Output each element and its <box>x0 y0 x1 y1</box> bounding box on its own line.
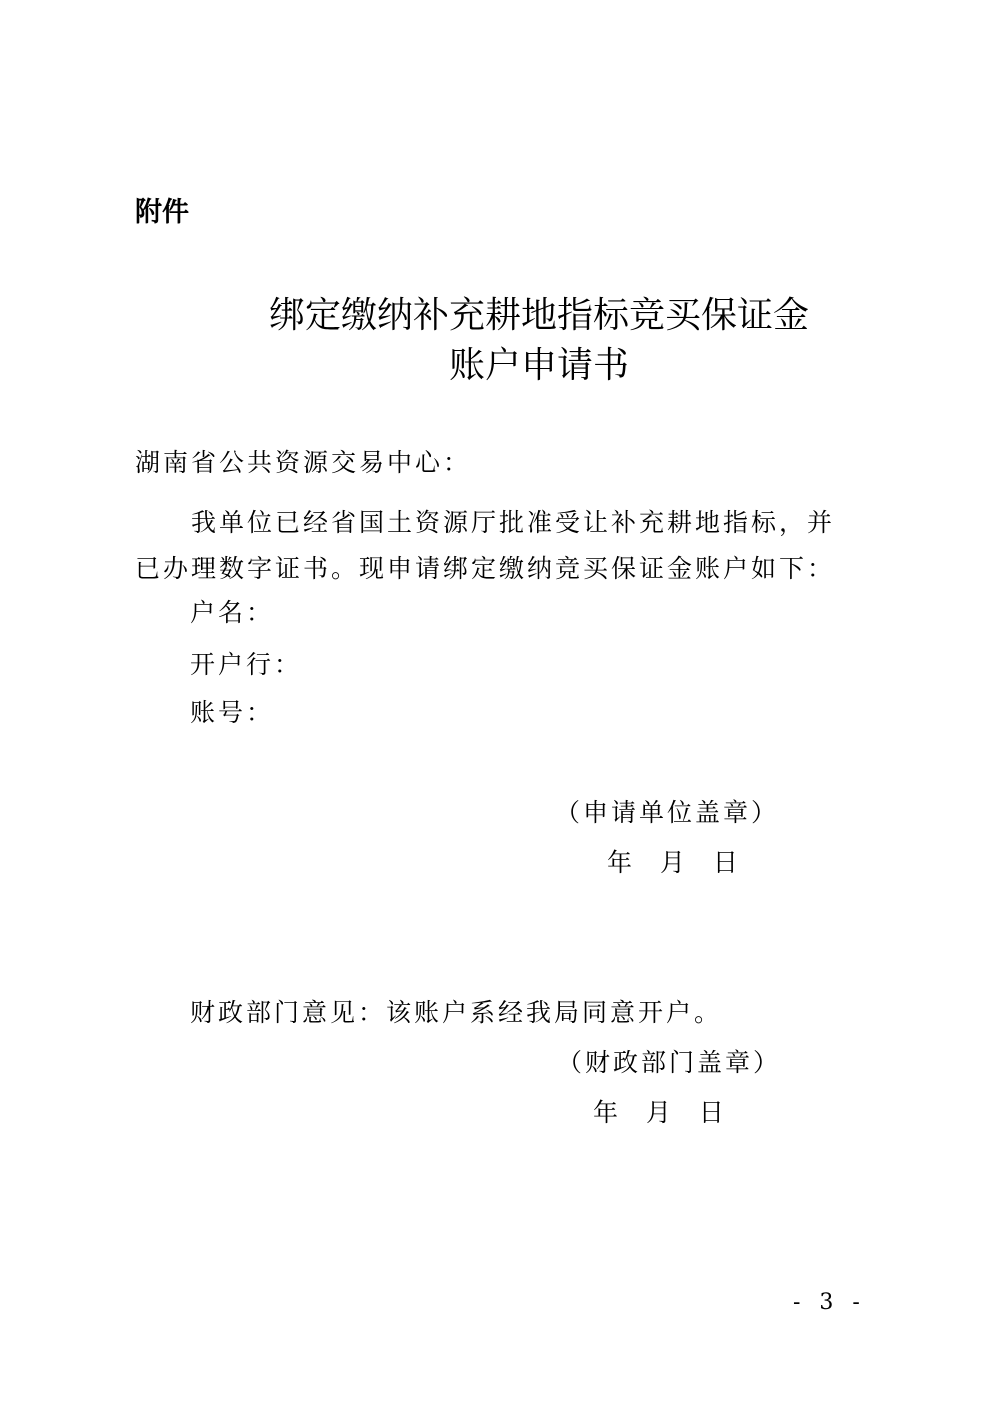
finance-opinion: 财政部门意见：该账户系经我局同意开户。 <box>190 998 723 1027</box>
applicant-seal-note: （申请单位盖章） <box>555 798 780 827</box>
addressee: 湖南省公共资源交易中心： <box>135 448 472 477</box>
account-number-label: 账号： <box>190 698 275 727</box>
finance-seal-note: （财政部门盖章） <box>557 1048 782 1077</box>
attachment-label: 附件 <box>135 197 189 228</box>
account-name-label: 户名： <box>190 598 275 627</box>
body-paragraph: 我单位已经省国土资源厅批准受让补充耕地指标，并已办理数字证书。现申请绑定缴纳竞买保证金账户如下： <box>135 508 836 583</box>
document-title-line1: 绑定缴纳补充耕地指标竞买保证金 <box>268 295 809 336</box>
applicant-date: 年 月 日 <box>607 848 741 877</box>
document-title-line2: 账户申请书 <box>448 345 629 386</box>
finance-date: 年 月 日 <box>593 1098 727 1127</box>
page-number: - 3 - <box>793 1290 866 1315</box>
bank-label: 开户行： <box>190 650 303 679</box>
